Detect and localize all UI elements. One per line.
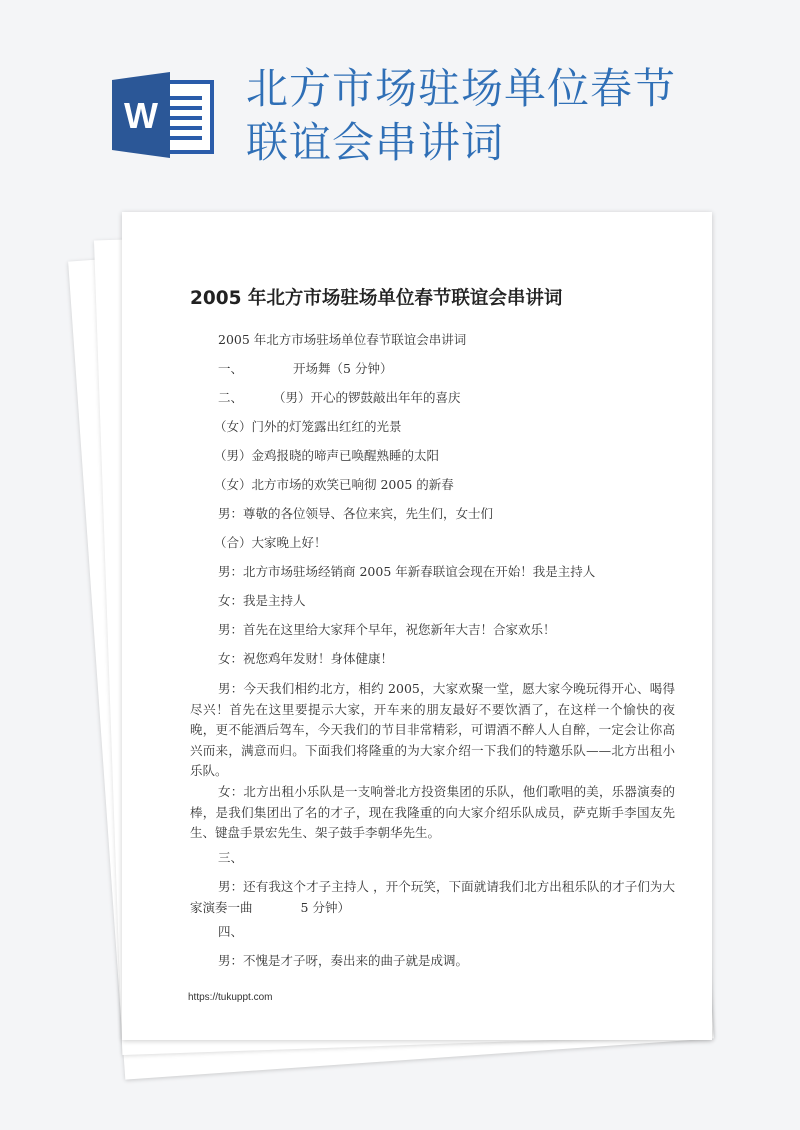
section-line-3: 三、 xyxy=(218,850,244,865)
document-title: 2005 年北方市场驻场单位春节联谊会串讲词 xyxy=(190,288,563,309)
section-line-4: 四、 xyxy=(218,924,244,939)
footer-url: https://tukuppt.com xyxy=(188,992,273,1003)
dialogue-line: 男：尊敬的各位领导、各位来宾，先生们，女士们 xyxy=(218,506,494,521)
dialogue-paragraph xyxy=(190,877,675,918)
dialogue-line: 男：北方市场驻场经销商 2005 年新春联谊会现在开始！我是主持人 xyxy=(218,564,596,579)
dialogue-line: 女：祝您鸡年发财！身体健康！ xyxy=(218,651,394,666)
dialogue-paragraph: 男：今天我们相约北方，相约 2005，大家欢聚一堂，愿大家今晚玩得开心、喝得尽兴！首先在这里要提示大家，开车来的朋友最好不要饮酒了，在这样一个愉快的夜晚，更不能酒后驾车，今天我们的节目非常精彩，可谓酒不醉人人自醉，一定会让你高兴而来，满意而归。下面我们将隆重的为大家介绍一下我们的特邀乐队——北方出租小乐队。 xyxy=(190,681,675,778)
page-header xyxy=(246,62,786,170)
section-line-2 xyxy=(190,388,675,409)
dialogue-line: （女）北方市场的欢笑已响彻 2005 的新春 xyxy=(214,477,454,492)
page-title-line-1: 北方市场驻场单位春节 xyxy=(246,64,677,113)
subtitle-line: 2005 年北方市场驻场单位春节联谊会串讲词 xyxy=(218,332,467,347)
section-text: 开场舞（5 分钟） xyxy=(293,361,393,376)
dialogue-line: （男）金鸡报晓的啼声已唤醒熟睡的太阳 xyxy=(214,448,440,463)
dialogue-paragraph: 女：北方出租小乐队是一支响誉北方投资集团的乐队，他们歌唱的美，乐器演奏的棒，是我们集团出了名的才子，现在我隆重的向大家介绍乐队成员，萨克斯手李国友先生、键盘手景宏先生、架子鼓手李朝华先生。 xyxy=(190,784,675,840)
document-page xyxy=(122,212,712,1040)
dialogue-text: 男：还有我这个才子主持人 ，开个玩笑，下面就请我们北方出租乐队的才子们为大家演奏一曲 xyxy=(190,879,675,915)
word-document-icon xyxy=(112,72,216,158)
section-number: 一、 xyxy=(218,361,244,376)
section-line-1 xyxy=(190,359,675,380)
dialogue-line: （女）门外的灯笼露出红红的光景 xyxy=(214,419,402,434)
section-number: 二、 xyxy=(218,390,244,405)
dialogue-line: （合）大家晚上好！ xyxy=(214,535,327,550)
duration-note: 5 分钟） xyxy=(300,899,350,915)
section-text: （男）开心的锣鼓敲出年年的喜庆 xyxy=(273,390,461,405)
dialogue-line: 女：我是主持人 xyxy=(218,593,306,608)
word-icon-letter: W xyxy=(124,95,158,136)
dialogue-line: 男：首先在这里给大家拜个早年，祝您新年大吉！合家欢乐！ xyxy=(218,622,556,637)
dialogue-line: 男：不愧是才子呀，奏出来的曲子就是成调。 xyxy=(218,953,469,968)
page-title-line-2: 联谊会串讲词 xyxy=(246,118,505,167)
